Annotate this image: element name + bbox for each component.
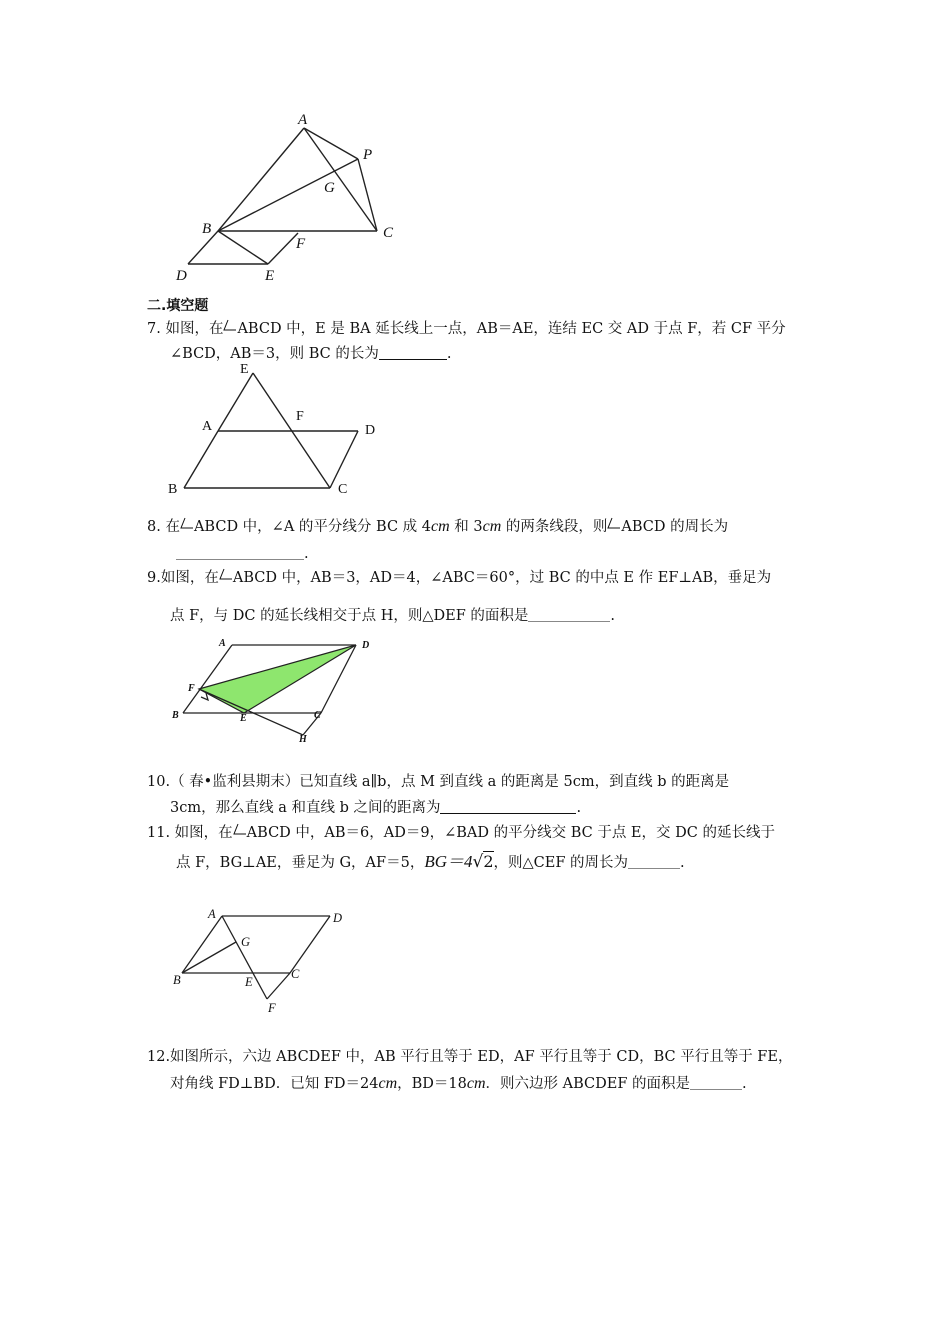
seg-AB — [218, 128, 304, 231]
q11-number: 11. — [147, 825, 171, 841]
q7-label-A: A — [202, 419, 213, 434]
q10-answer-blank[interactable] — [440, 799, 576, 814]
q9-label-B: B — [172, 710, 179, 721]
seg-AP — [304, 128, 358, 159]
q8-line2: . — [176, 543, 309, 565]
sqrt-sign: √ — [472, 852, 484, 872]
triangle-DEF-shaded — [199, 645, 356, 713]
label-B: B — [202, 221, 212, 237]
parallelogram-icon — [607, 517, 621, 529]
q9-label-C: C — [314, 710, 321, 721]
seg-BP — [218, 159, 358, 231]
label-C: C — [383, 225, 394, 241]
label-A: A — [298, 112, 308, 128]
q7-label-F: F — [296, 409, 304, 424]
q10-number: 10. — [147, 774, 171, 790]
figure-q9 — [165, 632, 385, 744]
q10-line1: 10.（ 春•监利县期末）已知直线 a∥b，点 M 到直线 a 的距离是 5cm，到直线 b 的距离是 — [147, 774, 730, 790]
parallelogram-icon — [233, 823, 247, 835]
parallelogram-icon — [219, 568, 233, 580]
q9-label-H: H — [299, 734, 307, 744]
q7-answer-blank[interactable] — [379, 345, 447, 360]
q7-label-D: D — [365, 423, 376, 438]
figure-q7 — [165, 360, 390, 500]
q11-line1: 11. 如图，在 ABCD 中，AB＝6，AD＝9，∠BAD 的平分线交 BC 于点 E，交 DC 的延长线于 — [147, 825, 775, 841]
q12-line1: 12.如图所示，六边 ABCDEF 中，AB 平行且等于 ED，AF 平行且等于 CD，BC 平行且等于 FE， — [147, 1049, 793, 1065]
q11-label-E: E — [245, 975, 253, 989]
q12-answer-blank[interactable] — [690, 1075, 742, 1090]
label-G: G — [324, 180, 335, 196]
q9-label-A: A — [219, 638, 226, 649]
q12-line2: 对角线 FD⊥BD．已知 FD＝24cm，BD＝18cm．则六边形 ABCDEF 的面积是 . — [170, 1075, 747, 1092]
label-D: D — [176, 268, 187, 284]
seg-EF — [268, 233, 298, 264]
q7-line2: ∠BCD，AB＝3，则 BC 的长为 . — [170, 346, 452, 362]
q9-label-F: F — [188, 683, 195, 694]
q11-label-G: G — [241, 935, 251, 949]
figure-q11 — [165, 900, 355, 1015]
seg-AC — [304, 128, 377, 231]
q11-label-C: C — [291, 967, 300, 981]
q9-label-E: E — [240, 713, 247, 724]
parallelogram-icon — [180, 517, 194, 529]
q9-line1: 9.如图，在 ABCD 中，AB＝3，AD＝4，∠ABC＝60°，过 BC 的中点 E 作 EF⊥AB，垂足为 — [147, 570, 772, 586]
q11-label-F: F — [268, 1001, 276, 1015]
bg-equation: BG＝4 — [424, 852, 473, 871]
q7-line1: 7. 如图，在 ABCD 中，E 是 BA 延长线上一点，AB＝AE，连结 EC 交 AD 于点 F，若 CF 平分 — [147, 321, 786, 337]
q11-label-D: D — [333, 911, 343, 925]
q8-number: 8. — [147, 519, 161, 535]
q10-line2: 3cm，那么直线 a 和直线 b 之间的距离为 . — [170, 800, 582, 816]
q7-label-C: C — [338, 482, 348, 497]
label-E: E — [265, 268, 275, 284]
q9-answer-blank[interactable] — [528, 607, 610, 622]
q7-label-B: B — [168, 482, 178, 497]
q8-answer-blank[interactable] — [176, 545, 304, 560]
q11-label-A: A — [208, 907, 216, 921]
section-heading: 二.填空题 — [147, 298, 209, 314]
q11-label-B: B — [173, 973, 181, 987]
q11-answer-blank[interactable] — [628, 854, 680, 869]
parallelogram-icon — [223, 319, 237, 331]
q9-number: 9. — [147, 570, 161, 586]
seg-PC — [358, 159, 377, 231]
q7-number: 7. — [147, 321, 161, 337]
figure-triangle-apc — [170, 108, 410, 286]
seg-BE — [218, 231, 268, 264]
q7-label-E: E — [240, 362, 249, 377]
q9-line2: 点 F，与 DC 的延长线相交于点 H，则△DEF 的面积是 . — [170, 608, 616, 624]
label-F: F — [296, 236, 306, 252]
q11-line2: 点 F，BG⊥AE，垂足为 G，AF＝5，BG＝4√2，则△CEF 的周长为 . — [176, 852, 685, 872]
q8-line1: 8. 在 ABCD 中，∠A 的平分线分 BC 成 4cm 和 3cm 的两条线段，则 ABCD 的周长为 — [147, 518, 729, 535]
q9-label-D: D — [362, 640, 370, 651]
label-P: P — [363, 147, 373, 163]
